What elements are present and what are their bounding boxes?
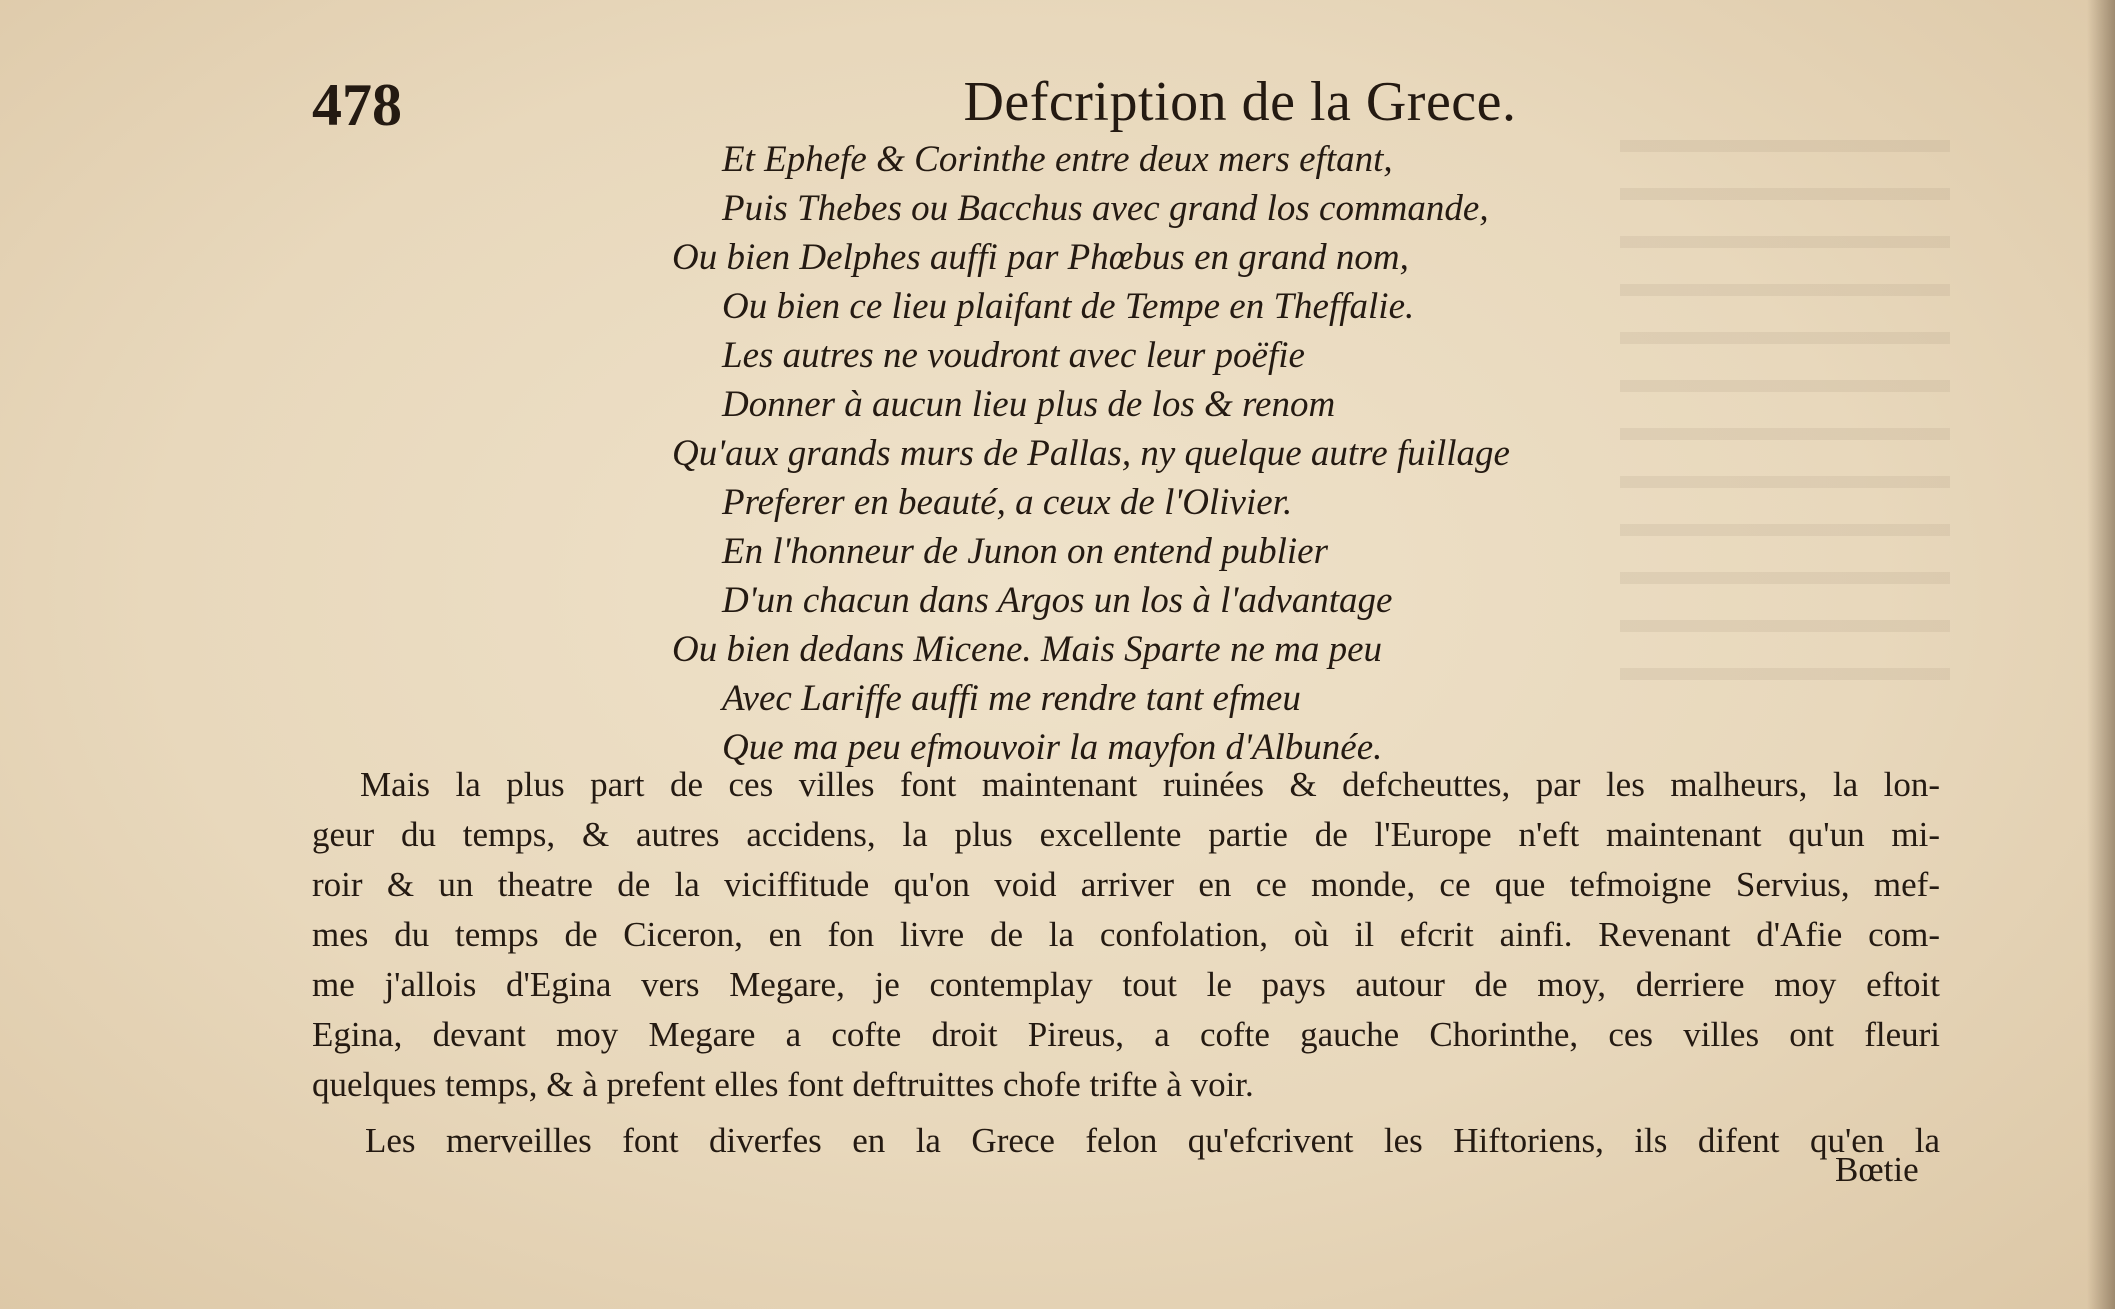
- page-number: 478: [312, 72, 402, 138]
- verse-line: Donner à aucun lieu plus de los & renom: [722, 384, 1336, 425]
- verse-line: Ou bien dedans Micene. Mais Sparte ne ma peu: [672, 629, 1383, 670]
- catchword: Bœtie: [1835, 1150, 1919, 1189]
- verse-line: En l'honneur de Junon on entend publier: [722, 531, 1328, 572]
- page-gutter-shadow: [2087, 0, 2115, 1309]
- verse-line: Qu'aux grands murs de Pallas, ny quelque autre fuillage: [672, 433, 1510, 474]
- prose-line: quelques temps, & à prefent elles font deftruittes chofe trifte à voir.: [312, 1065, 1254, 1104]
- verse-line: Et Ephefe & Corinthe entre deux mers eftant,: [722, 139, 1393, 180]
- prose-line: Egina, devant moy Megare a cofte droit Pireus, a cofte gauche Chorinthe, ces villes ont fleuri: [312, 1015, 1940, 1054]
- running-title: Defcription de la Grece.: [963, 71, 1517, 133]
- verse-line: Ou bien ce lieu plaifant de Tempe en Theffalie.: [722, 286, 1415, 327]
- prose-line: Mais la plus part de ces villes font maintenant ruinées & defcheuttes, par les malheurs, la lon-: [360, 765, 1940, 804]
- prose-line: roir & un theatre de la viciffitude qu'on void arriver en ce monde, ce que tefmoigne Servius, mef-: [312, 865, 1940, 904]
- verse-line: D'un chacun dans Argos un los à l'advantage: [722, 580, 1393, 621]
- verse-line: Avec Lariffe auffi me rendre tant efmeu: [722, 678, 1301, 719]
- prose-line: me j'allois d'Egina vers Megare, je contemplay tout le pays autour de moy, derriere moy eftoit: [312, 965, 1940, 1004]
- prose-line: mes du temps de Ciceron, en fon livre de la confolation, où il efcrit ainfi. Revenant d'Afie com-: [312, 915, 1940, 954]
- prose-line: Les merveilles font diverfes en la Grece felon qu'efcrivent les Hiftoriens, ils difent qu'en la: [365, 1121, 1940, 1160]
- verse-line: Que ma peu efmouvoir la mayfon d'Albunée.: [722, 727, 1383, 768]
- prose-line: geur du temps, & autres accidens, la plus excellente partie de l'Europe n'eft maintenant qu'un mi-: [312, 815, 1940, 854]
- verse-line: Les autres ne voudront avec leur poëfie: [722, 335, 1305, 376]
- verse-line: Puis Thebes ou Bacchus avec grand los commande,: [722, 188, 1489, 229]
- verse-line: Preferer en beauté, a ceux de l'Olivier.: [722, 482, 1293, 523]
- bleed-through-text: [1620, 140, 1950, 700]
- verse-line: Ou bien Delphes auffi par Phœbus en grand nom,: [672, 237, 1409, 278]
